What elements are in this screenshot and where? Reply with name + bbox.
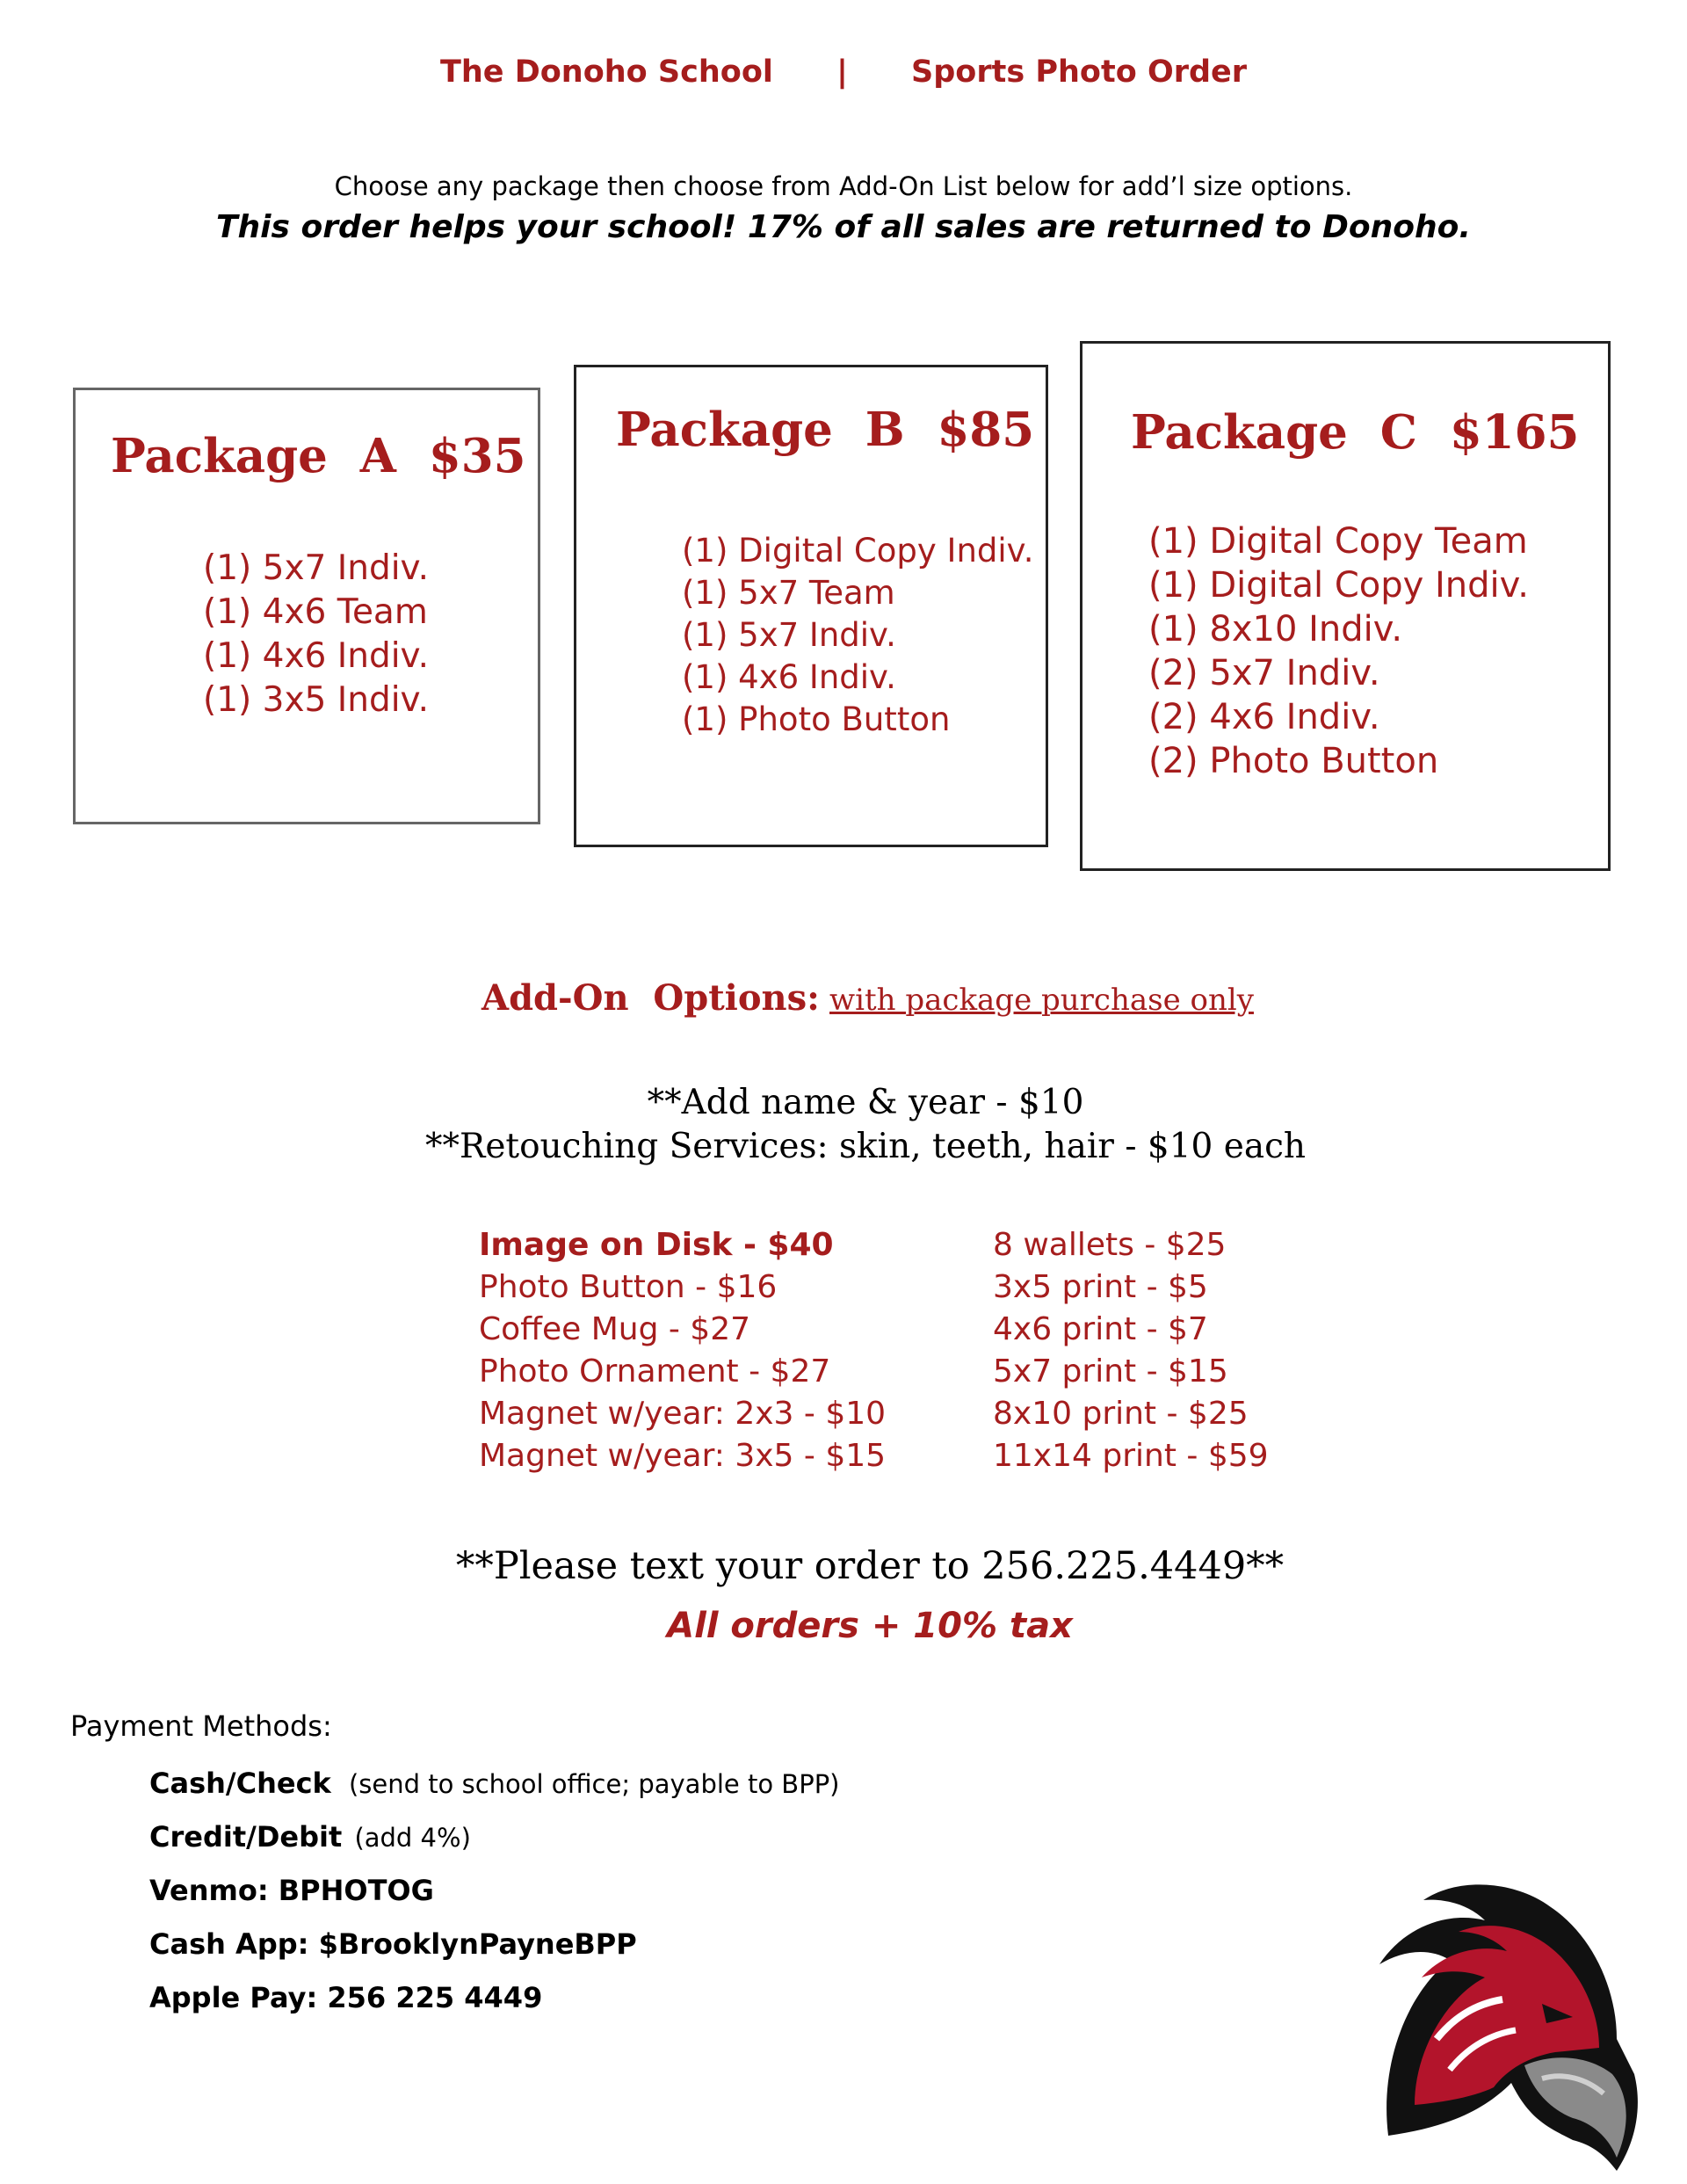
package-item: (1) 4x6 Team xyxy=(203,592,428,632)
package-c-price: $165 xyxy=(1449,405,1580,460)
addon-name-year: **Add name & year - $10 xyxy=(647,1083,1084,1122)
package-c-card xyxy=(1080,341,1611,871)
package-item: (1) 4x6 Indiv. xyxy=(203,636,430,676)
package-a-items xyxy=(203,548,430,727)
addon-heading xyxy=(0,977,1687,1019)
payment-label: Cash/Check xyxy=(149,1767,331,1800)
package-b-items xyxy=(682,534,1033,745)
addon-item: 5x7 print - $15 xyxy=(993,1353,1228,1389)
package-item: (1) Photo Button xyxy=(682,700,951,738)
order-tax-note: All orders + 10% tax xyxy=(667,1606,1073,1646)
addon-subtitle: with package purchase only xyxy=(829,983,1254,1018)
payment-method xyxy=(149,1981,542,2014)
package-b-name: Package B xyxy=(616,403,905,457)
addon-list-right xyxy=(993,1224,1269,1477)
payment-method xyxy=(149,1874,434,1907)
package-b-title xyxy=(616,403,1034,457)
addon-item: 11x14 print - $59 xyxy=(993,1438,1269,1474)
addon-item: Photo Ornament - $27 xyxy=(479,1353,831,1389)
addon-title: Add-On Options: xyxy=(481,977,820,1019)
addon-item: 8x10 print - $25 xyxy=(993,1396,1249,1432)
package-b-price: $85 xyxy=(937,403,1035,457)
addon-list-left xyxy=(479,1224,886,1477)
package-item: (1) 5x7 Indiv. xyxy=(682,616,896,654)
package-c-name: Package C xyxy=(1131,405,1417,460)
payment-label: Venmo: BPHOTOG xyxy=(149,1874,434,1907)
page-title: Sports Photo Order xyxy=(911,54,1248,90)
payment-label: Apple Pay: 256 225 4449 xyxy=(149,1981,543,2014)
package-item: (2) 5x7 Indiv. xyxy=(1148,653,1380,693)
package-item: (1) 8x10 Indiv. xyxy=(1148,609,1403,649)
package-a-card xyxy=(73,388,540,824)
hawk-mascot-logo-icon xyxy=(1353,1863,1652,2180)
package-b-card xyxy=(574,365,1048,847)
addon-item: Magnet w/year: 2x3 - $10 xyxy=(479,1396,887,1432)
payment-label: Credit/Debit xyxy=(149,1820,343,1854)
addon-item: 8 wallets - $25 xyxy=(993,1227,1227,1263)
header-separator: | xyxy=(836,54,848,90)
package-c-items xyxy=(1148,521,1529,787)
promo-text: This order helps your school! 17% of all sales are returned to Donoho. xyxy=(216,209,1471,245)
payment-heading: Payment Methods: xyxy=(70,1709,332,1743)
addon-retouching: **Retouching Services: skin, teeth, hair - $10 each xyxy=(424,1127,1307,1166)
package-item: (1) 5x7 Team xyxy=(682,574,895,612)
intro-text: Choose any package then choose from Add-On List below for add’l size options. xyxy=(334,171,1353,201)
payment-method xyxy=(149,1927,637,1961)
addon-item: 4x6 print - $7 xyxy=(993,1311,1208,1347)
package-a-name: Package A xyxy=(111,429,396,483)
addon-item: Coffee Mug - $27 xyxy=(479,1311,751,1347)
package-item: (1) 3x5 Indiv. xyxy=(203,680,430,720)
package-item: (1) Digital Copy Team xyxy=(1148,521,1528,562)
payment-method xyxy=(149,1820,471,1854)
page-header xyxy=(0,54,1687,90)
package-a-price: $35 xyxy=(428,429,526,483)
school-name: The Donoho School xyxy=(439,54,773,90)
package-a-title xyxy=(111,429,525,483)
addon-item: Photo Button - $16 xyxy=(479,1269,778,1305)
package-item: (1) Digital Copy Indiv. xyxy=(682,532,1034,570)
package-item: (1) 4x6 Indiv. xyxy=(682,658,896,696)
payment-note: (add 4%) xyxy=(354,1823,471,1853)
addon-item: Image on Disk - $40 xyxy=(479,1227,834,1263)
payment-label: Cash App: $BrooklynPayneBPP xyxy=(149,1927,637,1961)
order-text-instruction: **Please text your order to 256.225.4449** xyxy=(455,1544,1285,1588)
package-item: (2) 4x6 Indiv. xyxy=(1148,697,1380,737)
package-item: (2) Photo Button xyxy=(1148,741,1439,781)
package-item: (1) Digital Copy Indiv. xyxy=(1148,565,1529,606)
payment-method xyxy=(149,1767,840,1800)
addon-item: 3x5 print - $5 xyxy=(993,1269,1208,1305)
package-c-title xyxy=(1131,405,1579,460)
addon-item: Magnet w/year: 3x5 - $15 xyxy=(479,1438,887,1474)
payment-note: (send to school office; payable to BPP) xyxy=(348,1769,840,1799)
package-item: (1) 5x7 Indiv. xyxy=(203,548,430,588)
